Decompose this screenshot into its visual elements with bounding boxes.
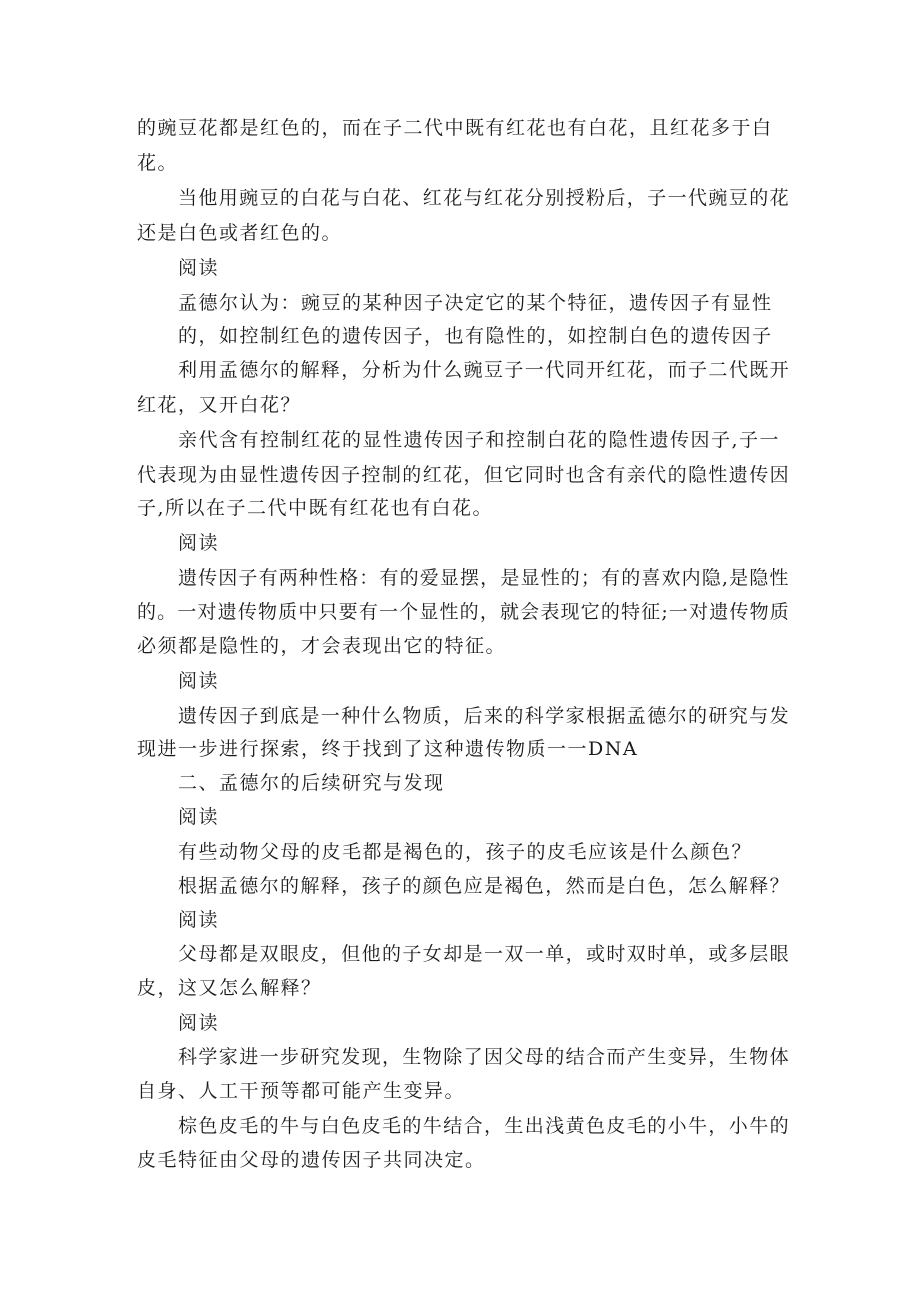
paragraph-line: 自身、人工干预等都可能产生变异。 <box>137 1080 466 1102</box>
paragraph-line: 当他用豌豆的白花与白花、红花与红花分别授粉后，子一代豌豆的花 <box>178 187 791 209</box>
section-label: 阅读 <box>178 909 220 931</box>
paragraph-line: 红花，又开白花？ <box>137 394 302 416</box>
paragraph-line: 根据孟德尔的解释，孩子的颜色应是褐色，然而是白色，怎么解释？ <box>178 875 791 897</box>
section-label: 阅读 <box>178 1012 220 1034</box>
paragraph-line: 有些动物父母的皮毛都是褐色的，孩子的皮毛应该是什么颜色？ <box>178 841 753 863</box>
paragraph-line: 代表现为由显性遗传因子控制的红花，但它同时也含有亲代的隐性遗传因 <box>137 464 791 486</box>
paragraph-line: 的，如控制红色的遗传因子，也有隐性的，如控制白色的遗传因子 <box>178 325 773 347</box>
section-label: 阅读 <box>178 532 220 554</box>
paragraph-line: 必须都是隐性的，才会表现出它的特征。 <box>137 635 507 657</box>
section-heading: 二、孟德尔的后续研究与发现 <box>178 772 445 794</box>
paragraph-line: 皮，这又怎么解释？ <box>137 977 322 999</box>
section-label: 阅读 <box>178 257 220 279</box>
paragraph-line: 子,所以在子二代中既有红花也有白花。 <box>137 497 494 519</box>
paragraph-line: 现进一步进行探索，终于找到了这种遗传物质一一DNA <box>137 738 639 760</box>
paragraph-line: 皮毛特征由父母的遗传因子共同决定。 <box>137 1149 486 1171</box>
paragraph-line: 的。一对遗传物质中只要有一个显性的，就会表现它的特征;一对遗传物质 <box>137 601 790 623</box>
paragraph-line: 孟德尔认为：豌豆的某种因子决定它的某个特征，遗传因子有显性 <box>178 292 773 314</box>
paragraph-line: 还是白色或者红色的。 <box>137 222 343 244</box>
section-label: 阅读 <box>178 670 220 692</box>
paragraph-line: 遗传因子有两种性格：有的爱显摆，是显性的；有的喜欢内隐,是隐性 <box>178 567 790 589</box>
paragraph-line: 棕色皮毛的牛与白色皮毛的牛结合，生出浅黄色皮毛的小牛，小牛的 <box>178 1115 791 1137</box>
paragraph-line: 科学家进一步研究发现，生物除了因父母的结合而产生变异，生物体 <box>178 1046 791 1068</box>
paragraph-line: 的豌豆花都是红色的，而在子二代中既有红花也有白花，且红花多于白 <box>137 117 773 139</box>
paragraph-line: 利用孟德尔的解释，分析为什么豌豆子一代同开红花，而子二代既开 <box>178 359 791 381</box>
section-label: 阅读 <box>178 806 220 828</box>
paragraph-line: 父母都是双眼皮，但他的子女却是一双一单，或时双时单，或多层眼 <box>178 943 791 965</box>
paragraph-line: 亲代含有控制红花的显性遗传因子和控制白花的隐性遗传因子,子一 <box>178 429 781 451</box>
paragraph-line: 花。 <box>137 152 179 174</box>
paragraph-line: 遗传因子到底是一种什么物质，后来的科学家根据孟德尔的研究与发 <box>178 705 791 727</box>
